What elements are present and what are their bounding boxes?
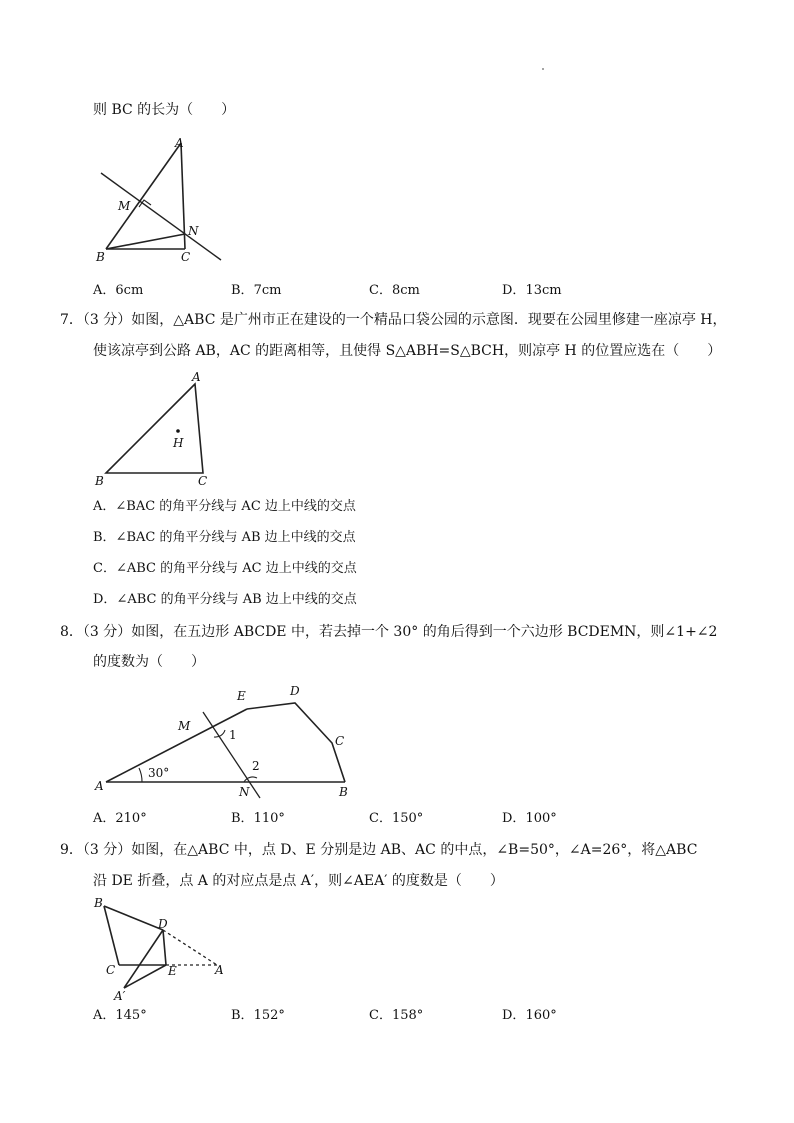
label-m: M bbox=[118, 199, 131, 213]
prev-option-a[interactable]: A．6cm bbox=[93, 283, 144, 298]
q8-option-d[interactable]: D．100° bbox=[502, 811, 557, 826]
q8-line-1: 8．（3 分）如图，在五边形 ABCDE 中，若去掉一个 30° 的角后得到一个六边形 BCDEMN，则∠1+∠2 bbox=[60, 624, 718, 640]
prev-option-d[interactable]: D．13cm bbox=[502, 283, 562, 298]
label-a: A bbox=[215, 963, 224, 977]
label-c: C bbox=[181, 250, 191, 264]
label-a: A bbox=[175, 136, 184, 150]
label-e: E bbox=[168, 964, 177, 978]
q8-option-c[interactable]: C．150° bbox=[369, 811, 424, 826]
prev-question-text: 则 BC 的长为（ ） bbox=[93, 102, 236, 118]
label-b: B bbox=[96, 250, 105, 264]
segment-edcb bbox=[247, 703, 345, 782]
q7-line-2: 使该凉亭到公路 AB，AC 的距离相等，且使得 S△ABH=S△BCH，则凉亭 H 的位置应选在（ ） bbox=[93, 343, 722, 359]
label-angle-1: 1 bbox=[229, 728, 237, 742]
dashed-da bbox=[163, 930, 217, 965]
q7-option-a[interactable]: A．∠BAC 的角平分线与 AC 边上中线的交点 bbox=[93, 499, 356, 514]
label-d: D bbox=[290, 684, 300, 698]
label-c: C bbox=[335, 734, 345, 748]
q7-option-c[interactable]: C．∠ABC 的角平分线与 AC 边上中线的交点 bbox=[93, 561, 357, 576]
angle-a-arc bbox=[139, 768, 142, 782]
prev-option-b[interactable]: B．7cm bbox=[231, 283, 282, 298]
triangle-abc bbox=[106, 384, 203, 473]
q8-figure bbox=[92, 680, 354, 802]
label-c: C bbox=[198, 474, 208, 488]
segment-bd bbox=[104, 906, 163, 930]
q9-option-b[interactable]: B．152° bbox=[231, 1008, 285, 1023]
label-a-prime: A′ bbox=[114, 989, 126, 1003]
label-c: C bbox=[106, 963, 116, 977]
q8-line-2: 的度数为（ ） bbox=[93, 654, 205, 670]
label-b: B bbox=[94, 896, 103, 910]
q7-figure bbox=[92, 367, 222, 491]
q9-option-a[interactable]: A．145° bbox=[93, 1008, 147, 1023]
label-h: H bbox=[173, 436, 184, 450]
q8-option-b[interactable]: B．110° bbox=[231, 811, 285, 826]
label-angle-30: 30° bbox=[148, 766, 170, 780]
prev-question-figure bbox=[95, 135, 225, 265]
label-b: B bbox=[339, 785, 348, 799]
segment-ea1 bbox=[124, 965, 166, 988]
q7-option-d[interactable]: D．∠ABC 的角平分线与 AB 边上中线的交点 bbox=[93, 592, 357, 607]
q9-line-1: 9．（3 分）如图，在△ABC 中，点 D、E 分别是边 AB、AC 的中点，∠B=50°，∠A=26°，将△ABC bbox=[60, 842, 698, 858]
scan-speck bbox=[542, 68, 544, 70]
segment-da1 bbox=[124, 930, 163, 988]
label-angle-2: 2 bbox=[252, 759, 260, 773]
q9-figure bbox=[90, 893, 230, 1003]
q9-line-2: 沿 DE 折叠，点 A 的对应点是点 A′，则∠AEA′ 的度数是（ ） bbox=[93, 873, 504, 889]
segment-ab bbox=[106, 143, 181, 249]
prev-option-c[interactable]: C．8cm bbox=[369, 283, 420, 298]
q8-option-a[interactable]: A．210° bbox=[93, 811, 147, 826]
label-b: B bbox=[95, 474, 104, 488]
label-n: N bbox=[239, 785, 250, 799]
q9-option-d[interactable]: D．160° bbox=[502, 1008, 557, 1023]
q7-line-1: 7．（3 分）如图，△ABC 是广州市正在建设的一个精品口袋公园的示意图．现要在公园里修建一座凉亭 H， bbox=[60, 312, 727, 328]
label-a: A bbox=[192, 370, 201, 384]
q7-option-b[interactable]: B．∠BAC 的角平分线与 AB 边上中线的交点 bbox=[93, 530, 356, 545]
segment-bc bbox=[104, 906, 119, 965]
label-m: M bbox=[178, 719, 191, 733]
point-h bbox=[176, 429, 180, 433]
label-d: D bbox=[158, 917, 168, 931]
q9-option-c[interactable]: C．158° bbox=[369, 1008, 424, 1023]
segment-de bbox=[163, 930, 166, 965]
segment-bn bbox=[106, 234, 185, 249]
label-n: N bbox=[188, 224, 199, 238]
label-a: A bbox=[95, 779, 104, 793]
cut-line-mn bbox=[203, 712, 260, 798]
label-e: E bbox=[237, 689, 246, 703]
